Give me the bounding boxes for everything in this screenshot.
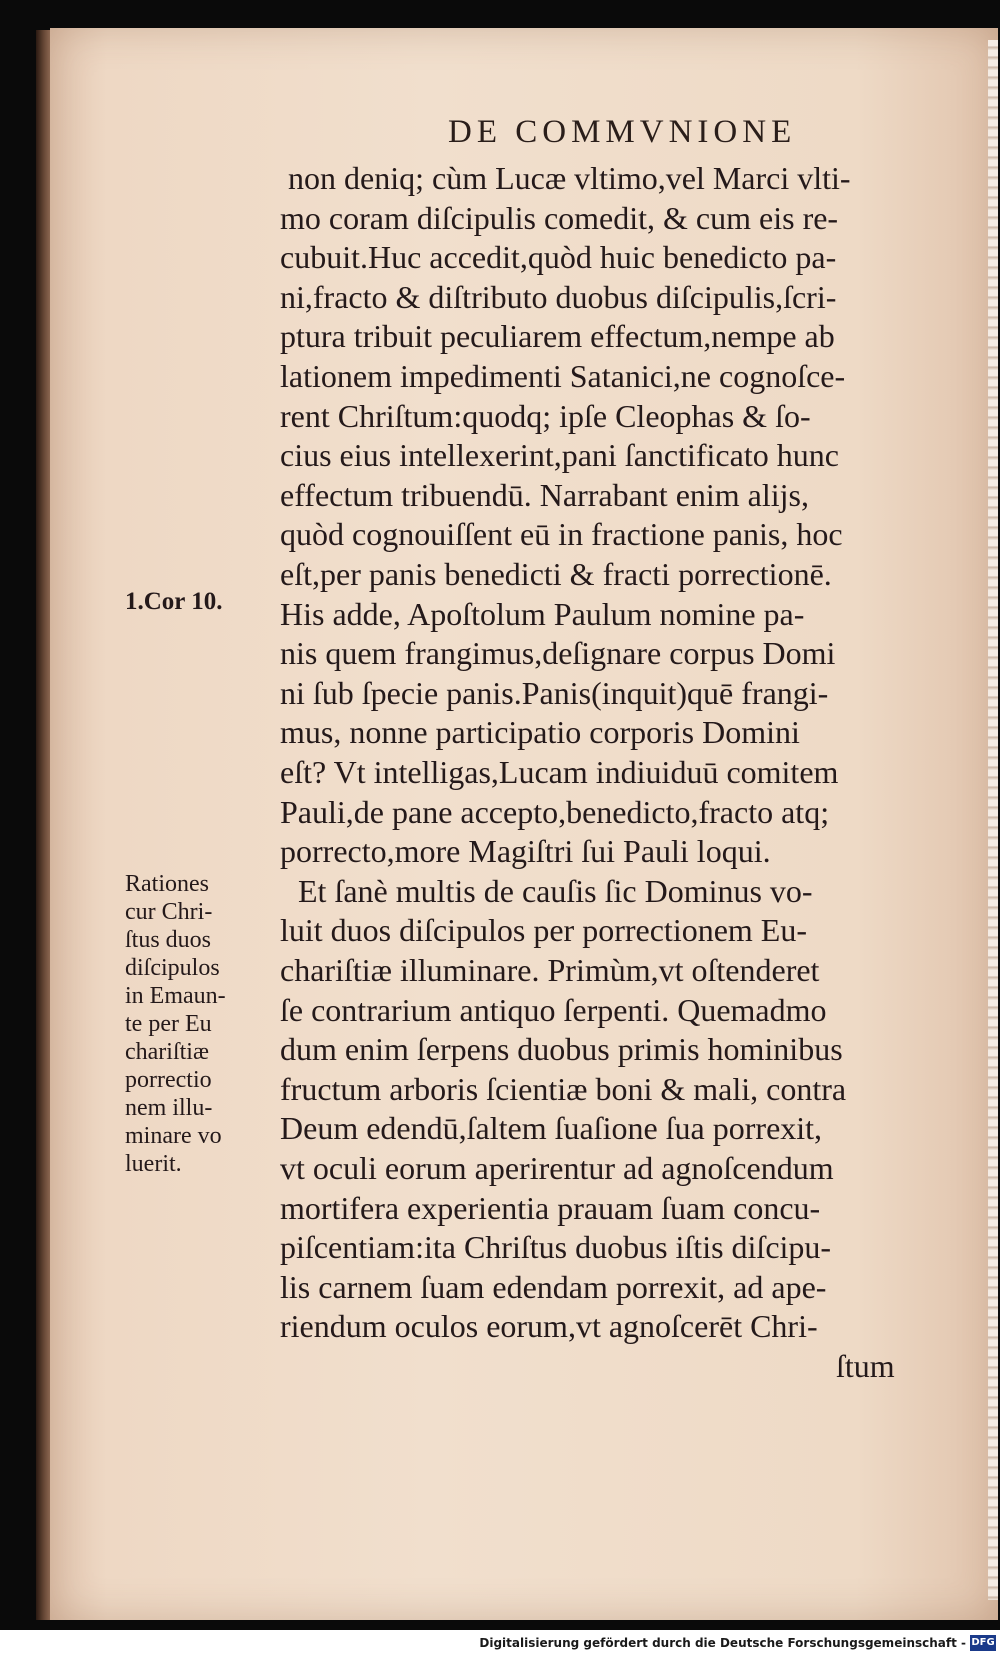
body-line: ni,fracto & diſtributo duobus diſcipulis,ſcri-: [280, 278, 837, 315]
body-line: porrecto,more Magiſtri ſui Pauli loqui.: [280, 833, 771, 870]
margin-note-line: in Emaun-: [125, 983, 226, 1009]
body-line: non deniq; cùm Lucæ vltimo,vel Marci vlti-: [288, 160, 851, 196]
digitization-footer: [0, 1630, 1000, 1658]
body-line: piſcentiam:ita Chriſtus duobus iſtis diſcipu-: [280, 1229, 832, 1266]
body-line: vt oculi eorum aperirentur ad agnoſcendum: [280, 1150, 834, 1186]
body-line: Pauli,de pane accepto,benedicto,fracto atq;: [280, 793, 830, 830]
margin-note-line: minare vo: [125, 1123, 222, 1149]
running-head: DE COMMVNIONE: [448, 114, 797, 150]
body-line: cius eius intellexerint,pani ſanctificato hunc: [280, 437, 839, 474]
body-line: quòd cognouiſſent eū in fractione panis, hoc: [280, 516, 843, 553]
body-line: rent Chriſtum:quodq; ipſe Cleophas & ſo-: [280, 397, 811, 434]
body-line: fructum arboris ſcientiæ boni & mali, contra: [280, 1070, 847, 1107]
margin-note-line: luerit.: [125, 1151, 182, 1177]
page-stack-edge: [988, 40, 998, 1600]
body-line: cubuit.Huc accedit,quòd huic benedicto pa-: [280, 239, 837, 276]
margin-note-line: te per Eu: [125, 1011, 212, 1037]
body-line: effectum tribuendū. Narrabant enim alijs,: [280, 476, 809, 513]
body-line: lationem impedimenti Satanici,ne cognoſce-: [280, 358, 846, 394]
body-line: ſtum: [836, 1348, 895, 1384]
body-line: eſt? Vt intelligas,Lucam indiuiduū comitem: [280, 754, 839, 790]
margin-note-line: diſcipulos: [125, 955, 220, 981]
body-line: dum enim ſerpens duobus primis hominibus: [280, 1031, 843, 1068]
body-line: luit duos diſcipulos per porrectionem Eu-: [280, 912, 807, 949]
body-line: His adde, Apoſtolum Paulum nomine pa-: [280, 595, 805, 632]
margin-note-line: porrectio: [125, 1067, 212, 1093]
body-line: ni ſub ſpecie panis.Panis(inquit)quē frangi-: [280, 674, 829, 711]
body-line: ſe contrarium antiquo ſerpenti. Quemadmo: [280, 991, 827, 1028]
body-line: riendum oculos eorum,vt agnoſcerēt Chri-: [280, 1308, 818, 1345]
body-line: Et ſanè multis de cauſis ſic Dominus vo-: [298, 872, 813, 909]
body-line: lis carnem ſuam edendam porrexit, ad ape-: [280, 1268, 827, 1305]
body-line: chariſtiæ illuminare. Primùm,vt oſtenderet: [280, 952, 820, 988]
body-line: Deum edendū,ſaltem ſuaſione ſua porrexit,: [280, 1110, 823, 1147]
book-spine-edge: [36, 30, 50, 1620]
dfg-logo: DFG: [970, 1635, 996, 1651]
body-line: mus, nonne participatio corporis Domini: [280, 714, 800, 751]
margin-citation: 1.Cor 10.: [125, 588, 223, 615]
funding-credit: Digitalisierung gefördert durch die Deutsche Forschungsgemeinschaft -: [479, 1636, 966, 1650]
body-line: ptura tribuit peculiarem effectum,nempe ab: [280, 318, 835, 355]
body-line: mo coram diſcipulis comedit, & cum eis re-: [280, 199, 839, 236]
margin-note-line: chariſtiæ: [125, 1039, 209, 1065]
margin-note-line: Rationes: [125, 871, 209, 897]
margin-note-line: cur Chri-: [125, 899, 213, 925]
body-line: nis quem frangimus,deſignare corpus Domi: [280, 635, 836, 672]
body-line: eſt,per panis benedicti & fracti porrectionē.: [280, 556, 832, 592]
margin-note-line: nem illu-: [125, 1095, 213, 1121]
margin-note-line: ſtus duos: [125, 927, 212, 953]
body-line: mortifera experientia prauam ſuam concu-: [280, 1189, 821, 1226]
